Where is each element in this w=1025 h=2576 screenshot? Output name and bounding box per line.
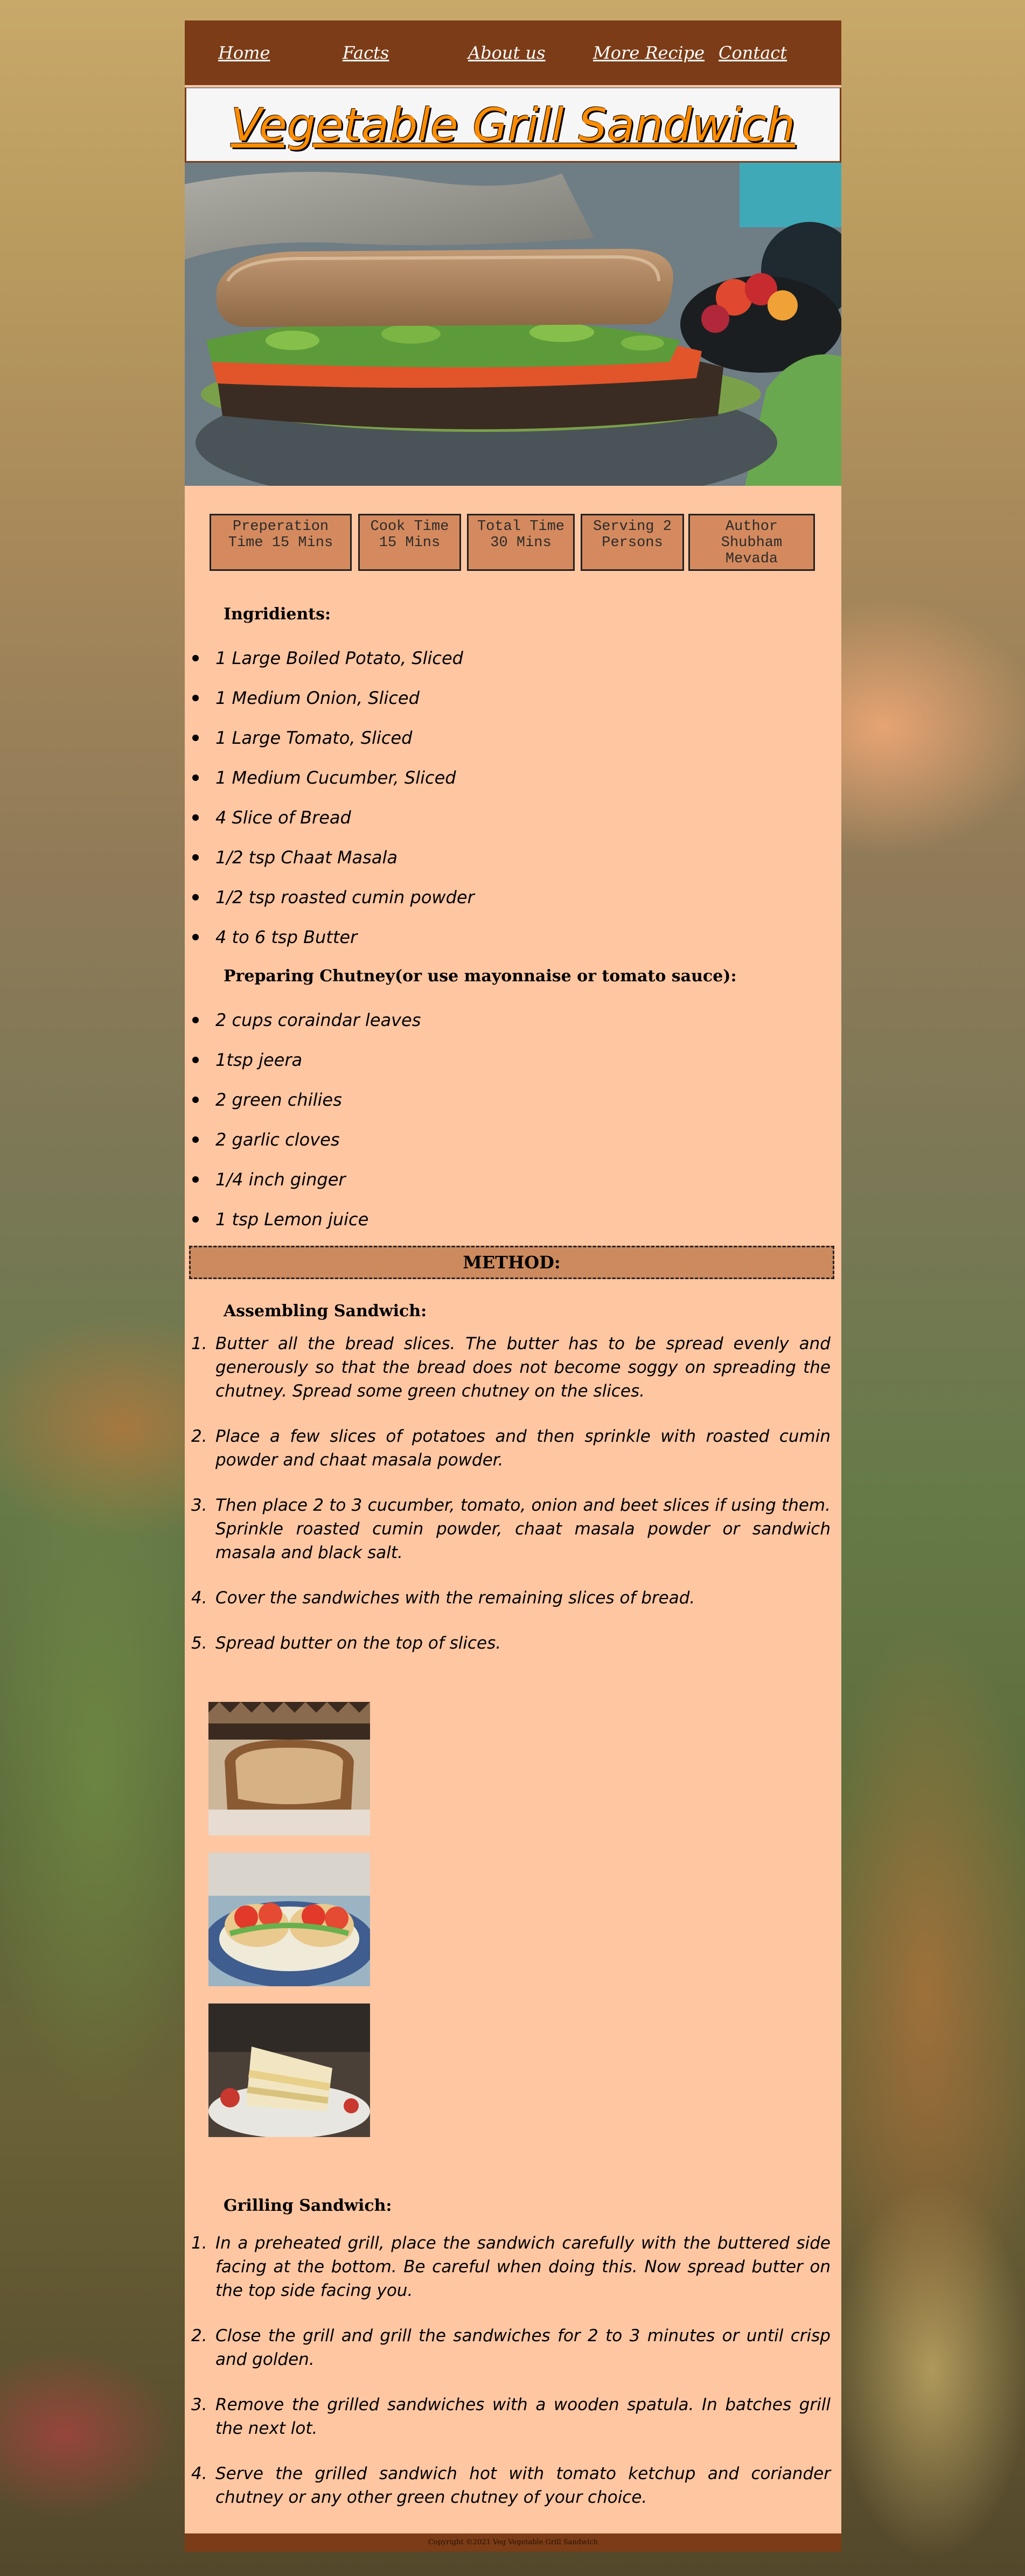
serving-value: Persons [602, 535, 663, 551]
list-item: 1/4 inch ginger [185, 1160, 841, 1199]
author-first-name: Shubham [721, 535, 783, 551]
method-heading: METHOD: [189, 1246, 834, 1279]
nav-about-link[interactable]: About us [468, 43, 546, 63]
list-item: 1. In a preheated grill, place the sandwich carefully with the buttered side facing at the bottom. Be careful when doing this. Now spread butter on the top side facing you. [185, 2231, 841, 2302]
author-label: Author [725, 519, 778, 535]
top-nav [185, 20, 841, 85]
total-time-label: Total Time [477, 519, 565, 535]
serving-box [581, 514, 684, 571]
copyright-text: Copyright ©2021 Veg Vegetable Grill Sandwich [428, 2538, 598, 2546]
ingredients-heading: Ingridients: [224, 605, 331, 624]
list-item: 2 green chilies [185, 1080, 841, 1120]
grilling-heading: Grilling Sandwich: [224, 2196, 392, 2215]
step-number: 4. [191, 2464, 207, 2483]
list-item: 1tsp jeera [185, 1040, 841, 1080]
step-number: 1. [191, 2233, 207, 2253]
author-last-name: Mevada [725, 551, 778, 567]
title-bar [185, 87, 841, 163]
list-item: 1. Butter all the bread slices. The butter has to be spread evenly and generously so that the bread does not become soggy on spreading the chutney. Spread some green chutney on the slices. [185, 1332, 841, 1403]
cook-time-label: Cook Time [370, 519, 449, 535]
total-time-value: 30 Mins [490, 535, 552, 551]
recipe-page [185, 20, 841, 2552]
footer [185, 2533, 841, 2552]
list-item: 1 Medium Cucumber, Sliced [185, 758, 841, 798]
serving-label: Serving 2 [593, 519, 672, 535]
list-item: 1 Large Boiled Potato, Sliced [185, 638, 841, 678]
grilling-steps [185, 2231, 841, 2509]
step-number: 1. [191, 1334, 207, 1353]
list-item: 1 Large Tomato, Sliced [185, 718, 841, 758]
tomato-sandwich-illustration [208, 1853, 370, 1986]
step-number: 4. [191, 1588, 207, 1608]
buttered-bread-illustration [208, 1702, 370, 1835]
list-item: 2. Place a few slices of potatoes and then sprinkle with roasted cumin powder and chaat masala powder. [185, 1425, 841, 1472]
nav-contact-link[interactable]: Contact [719, 43, 787, 63]
list-item: 4 to 6 tsp Butter [185, 917, 841, 957]
step-number: 3. [191, 1496, 207, 1515]
list-item: 3. Remove the grilled sandwiches with a wooden spatula. In batches grill the next lot. [185, 2393, 841, 2440]
nav-more-recipe-link[interactable]: More Recipe [593, 43, 705, 63]
list-item: 4. Cover the sandwiches with the remaining slices of bread. [185, 1586, 841, 1610]
hero-sandwich-image [185, 163, 841, 486]
buttered-bread-photo [208, 1702, 370, 1835]
list-item: 4. Serve the grilled sandwich hot with tomato ketchup and coriander chutney or any other green chutney of your choice. [185, 2462, 841, 2509]
total-time-box [467, 514, 575, 571]
list-item: 2. Close the grill and grill the sandwiches for 2 to 3 minutes or until crisp and golden. [185, 2324, 841, 2371]
list-item: 2 cups coraindar leaves [185, 1000, 841, 1040]
page-title: Vegetable Grill Sandwich [231, 98, 796, 151]
sandwich-illustration [185, 163, 841, 486]
list-item: 4 Slice of Bread [185, 798, 841, 837]
assembling-heading: Assembling Sandwich: [224, 1302, 427, 1321]
cook-time-value: 15 Mins [379, 535, 441, 551]
ingredients-list [185, 638, 841, 957]
list-item: 5. Spread butter on the top of slices. [185, 1631, 841, 1655]
cook-time-box [358, 514, 461, 571]
step-number: 3. [191, 2395, 207, 2414]
finished-sandwich-photo [208, 2003, 370, 2137]
finished-sandwich-illustration [208, 2003, 370, 2137]
list-item: 2 garlic cloves [185, 1120, 841, 1160]
step-number: 2. [191, 2326, 207, 2345]
chutney-list [185, 1000, 841, 1239]
author-box [688, 514, 815, 571]
prep-time-value: Time 15 Mins [228, 535, 333, 551]
list-item: 1/2 tsp roasted cumin powder [185, 877, 841, 917]
prep-time-label: Preperation [232, 519, 329, 535]
list-item: 3. Then place 2 to 3 cucumber, tomato, onion and beet slices if using them. Sprinkle roasted cumin powder, chaat masala powder or sandwich masala and black salt. [185, 1493, 841, 1565]
step-number: 5. [191, 1633, 207, 1653]
nav-facts-link[interactable]: Facts [343, 43, 389, 63]
step-number: 2. [191, 1427, 207, 1446]
list-item: 1/2 tsp Chaat Masala [185, 837, 841, 877]
recipe-info-row [185, 486, 841, 567]
tomato-sandwich-photo [208, 1853, 370, 1986]
nav-home-link[interactable]: Home [218, 43, 270, 63]
assembling-steps [185, 1332, 841, 1655]
list-item: 1 Medium Onion, Sliced [185, 678, 841, 718]
prep-time-box [210, 514, 352, 571]
list-item: 1 tsp Lemon juice [185, 1199, 841, 1239]
chutney-heading: Preparing Chutney(or use mayonnaise or tomato sauce): [224, 967, 737, 986]
